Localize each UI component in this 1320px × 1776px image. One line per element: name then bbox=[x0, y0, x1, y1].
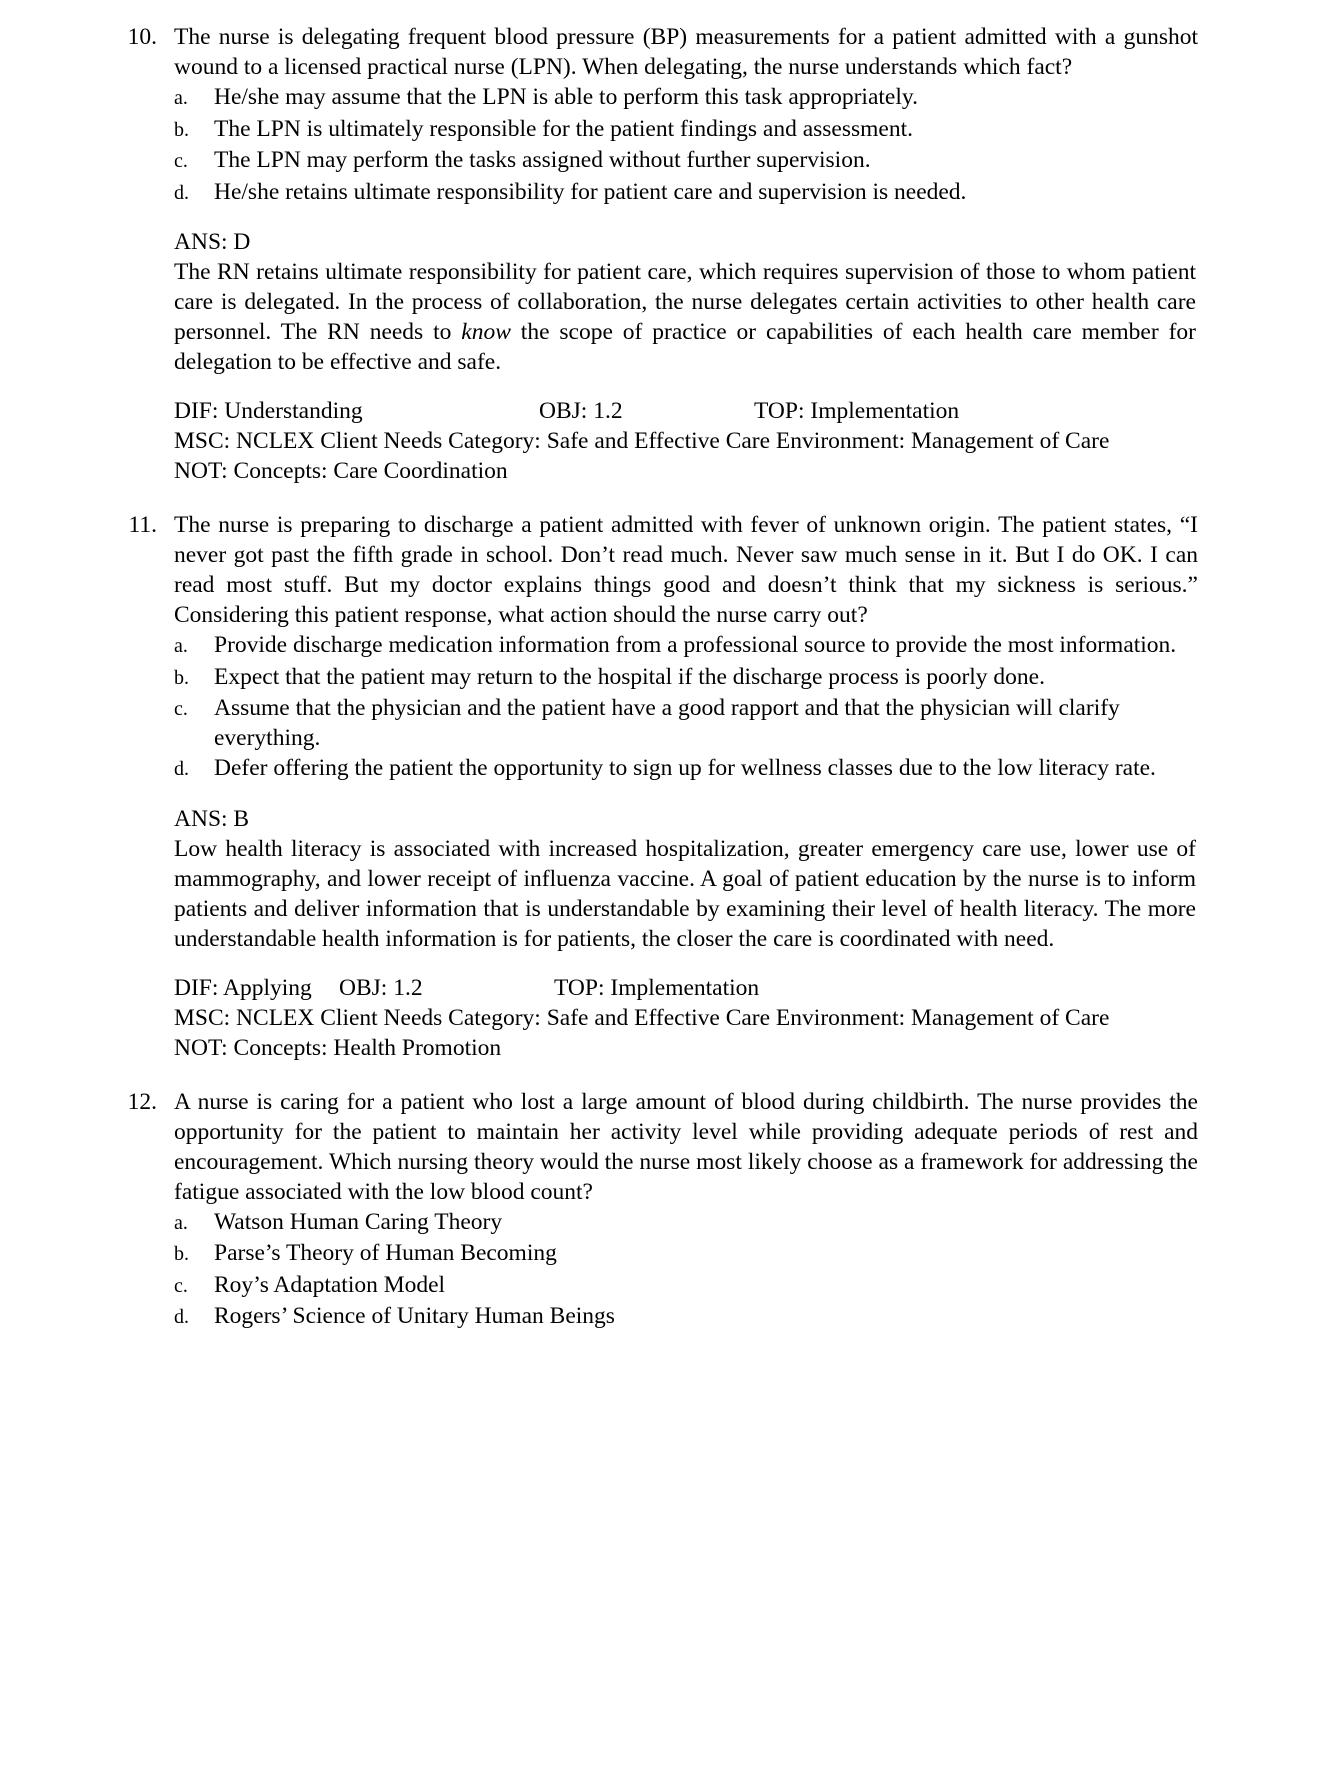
choice-text: Defer offering the patient the opportunity to sign up for wellness classes due to the low literacy rate. bbox=[214, 755, 1156, 781]
metadata-row bbox=[174, 973, 1200, 1003]
rationale-emphasis: know bbox=[461, 319, 511, 345]
question-stem: The nurse is preparing to discharge a patient admitted with fever of unknown origin. The patient states, “I never got past the fifth grade in school. Don’t read much. Never saw much sense in it. But I do OK. I can read most stuff. But my doctor explains things good and doesn’t think that my sickness is serious.” Considering this patient response, what action should the nurse carry out? bbox=[174, 512, 1198, 628]
metadata-row bbox=[174, 396, 1200, 426]
answer-label: ANS: D bbox=[174, 229, 251, 255]
choice-item bbox=[174, 754, 1200, 785]
rationale-part-1: Low health literacy is associated with increased hospitalization, greater emergency care use, lower use of mammography, and lower receipt of influenza vaccine. A goal of patient education by the nurse is to inform patients and deliver information that is understandable by examining their level of health literacy. The more understandable health information is for patients, the closer the care is coordinated with need. bbox=[174, 835, 1196, 952]
question-stem: The nurse is delegating frequent blood pressure (BP) measurements for a patient admitted with a gunshot wound to a licensed practical nurse (LPN). When delegating, the nurse understands which fact? bbox=[174, 24, 1198, 80]
answer-block bbox=[118, 804, 1200, 954]
choice-letter: a. bbox=[174, 87, 188, 109]
choice-letter: c. bbox=[174, 150, 188, 172]
choice-text: Roy’s Adaptation Model bbox=[214, 1271, 446, 1298]
choice-letter: b. bbox=[174, 118, 189, 141]
choice-text: He/she may assume that the LPN is able to perform this task appropriately. bbox=[214, 84, 918, 110]
choice-item bbox=[174, 1302, 1200, 1333]
rationale-part-1: The RN retains ultimate responsibility for patient care, which requires supervision of those to whom patient care is delegated. In the process of collaboration, the nurse delegates certain activities to other health care personnel. The RN needs to bbox=[174, 259, 1196, 345]
rationale bbox=[174, 834, 1200, 954]
choice-item bbox=[174, 1271, 1200, 1302]
metadata-obj: OBJ: 1.2 bbox=[539, 398, 623, 424]
choice-letter: d. bbox=[174, 181, 189, 204]
metadata-top: TOP: Implementation bbox=[754, 398, 960, 424]
metadata-block bbox=[118, 396, 1200, 486]
question-heading bbox=[118, 510, 1200, 630]
choice-text: Expect that the patient may return to the hospital if the discharge process is poorly done. bbox=[214, 663, 1045, 690]
question-number: 10. bbox=[127, 24, 157, 50]
metadata-obj: OBJ: 1.2 bbox=[339, 974, 423, 1001]
choice-text: Assume that the physician and the patient have a good rapport and that the physician will clarify everything. bbox=[214, 695, 1120, 751]
choice-letter: d. bbox=[174, 758, 189, 780]
question-stem: A nurse is caring for a patient who lost a large amount of blood during childbirth. The nurse provides the opportunity for the patient to maintain her activity level while providing adequate periods of rest and encouragement. Which nursing theory would the nurse most likely choose as a framework for addressing the fatigue associated with the low blood count? bbox=[174, 1088, 1198, 1205]
choice-letter: b. bbox=[174, 1243, 189, 1265]
metadata-top: TOP: Implementation bbox=[554, 974, 760, 1001]
choice-text: Rogers’ Science of Unitary Human Beings bbox=[214, 1303, 615, 1329]
choice-list bbox=[118, 1208, 1200, 1333]
choice-text: The LPN is ultimately responsible for the patient findings and assessment. bbox=[214, 115, 913, 142]
choice-letter: a. bbox=[174, 1211, 188, 1234]
metadata-msc: MSC: NCLEX Client Needs Category: Safe and Effective Care Environment: Management of Care bbox=[174, 428, 1110, 454]
choice-list bbox=[118, 83, 1200, 208]
choice-list bbox=[118, 631, 1200, 785]
choice-letter: b. bbox=[174, 666, 189, 689]
metadata-dif: DIF: Understanding bbox=[174, 398, 363, 424]
question-heading bbox=[118, 22, 1200, 82]
choice-letter: d. bbox=[174, 1306, 189, 1328]
choice-text: Parse’s Theory of Human Becoming bbox=[214, 1240, 557, 1266]
choice-item bbox=[174, 663, 1200, 694]
question-block bbox=[118, 1087, 1200, 1333]
rationale bbox=[174, 257, 1200, 377]
choice-text: The LPN may perform the tasks assigned without further supervision. bbox=[214, 147, 871, 173]
metadata-block bbox=[118, 973, 1200, 1063]
metadata-dif: DIF: Applying bbox=[174, 974, 312, 1001]
choice-letter: a. bbox=[174, 635, 188, 657]
metadata-msc: MSC: NCLEX Client Needs Category: Safe and Effective Care Environment: Management of Care bbox=[174, 1004, 1110, 1031]
choice-text: Provide discharge medication information from a professional source to provide the most information. bbox=[214, 632, 1177, 658]
choice-item bbox=[174, 178, 1200, 209]
question-block bbox=[118, 510, 1200, 1063]
choice-letter: c. bbox=[174, 1274, 188, 1297]
choice-item bbox=[174, 115, 1200, 146]
metadata-not: NOT: Concepts: Care Coordination bbox=[174, 458, 508, 484]
question-number: 11. bbox=[128, 512, 157, 538]
choice-text: Watson Human Caring Theory bbox=[214, 1208, 503, 1235]
choice-text: He/she retains ultimate responsibility for patient care and supervision is needed. bbox=[214, 178, 967, 205]
question-number: 12. bbox=[127, 1088, 157, 1115]
choice-item bbox=[174, 1208, 1200, 1239]
answer-label: ANS: B bbox=[174, 805, 250, 832]
choice-item bbox=[174, 146, 1200, 177]
choice-item bbox=[174, 694, 1200, 753]
choice-item bbox=[174, 83, 1200, 114]
choice-item bbox=[174, 1239, 1200, 1270]
question-heading bbox=[118, 1087, 1200, 1207]
choice-letter: c. bbox=[174, 698, 188, 720]
rationale-part-2: the scope of practice or capabilities of each health care member for delegation to be effective and safe. bbox=[174, 319, 1196, 375]
question-block bbox=[118, 22, 1200, 486]
choice-item bbox=[174, 631, 1200, 662]
answer-block bbox=[118, 227, 1200, 377]
metadata-not: NOT: Concepts: Health Promotion bbox=[174, 1034, 502, 1061]
